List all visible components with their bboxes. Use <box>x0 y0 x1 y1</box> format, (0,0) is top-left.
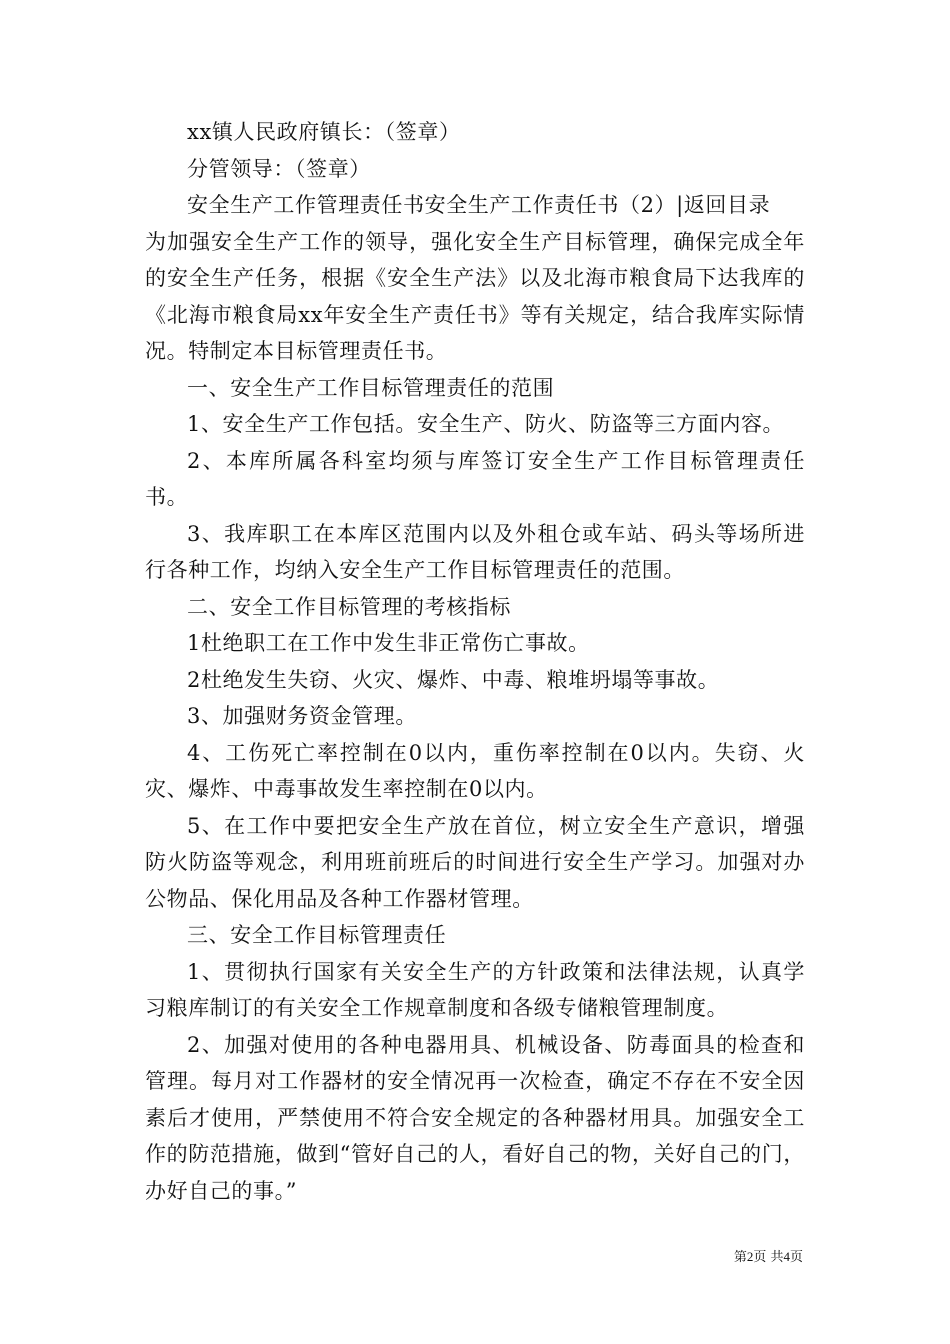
paragraph-responsibility-1: 1、贯彻执行国家有关安全生产的方针政策和法律法规，认真学习粮库制订的有关安全工作规章制度和各级专储粮管理制度。 <box>145 959 805 1020</box>
paragraph-indicator-2: 2杜绝发生失窃、火灾、爆炸、中毒、粮堆坍塌等事故。 <box>187 667 720 692</box>
footer-suffix: 页 <box>789 1250 803 1265</box>
heading-responsibilities: 三、安全工作目标管理责任 <box>187 923 447 947</box>
footer-current-page: 2 <box>746 1249 754 1264</box>
page-number-footer <box>734 1248 803 1267</box>
paragraph-scope-2: 2、本库所属各科室均须与库签订安全生产工作目标管理责任书。 <box>145 448 805 509</box>
footer-middle: 页 共 <box>753 1250 784 1265</box>
paragraph-indicator-3: 3、加强财务资金管理。 <box>187 704 417 728</box>
paragraph-indicator-5: 5、在工作中要把安全生产放在首位，树立安全生产意识，增强防火防盗等观念，利用班前班后的时间进行安全生产学习。加强对办公物品、保化用品及各种工作器材管理。 <box>145 813 805 911</box>
document-body <box>145 114 805 1209</box>
footer-prefix: 第 <box>733 1250 747 1265</box>
paragraph-section-title: 安全生产工作管理责任书安全生产工作责任书（2）|返回目录 <box>187 193 771 217</box>
paragraph-indicator-4: 4、工伤死亡率控制在0以内，重伤率控制在0以内。失窃、火灾、爆炸、中毒事故发生率控制在0以内。 <box>145 740 805 801</box>
paragraph-intro: 为加强安全生产工作的领导，强化安全生产目标管理，确保完成全年的安全生产任务，根据《安全生产法》以及北海市粮食局下达我库的《北海市粮食局xx年安全生产责任书》等有关规定，结合我库实际情况。特制定本目标管理责任书。 <box>145 229 805 363</box>
paragraph-scope-1: 1、安全生产工作包括。安全生产、防火、防盗等三方面内容。 <box>187 412 785 436</box>
paragraph-indicator-1: 1杜绝职工在工作中发生非正常伤亡事故。 <box>187 631 590 655</box>
paragraph-mayor-signature: xx镇人民政府镇长：（签章） <box>187 120 461 144</box>
paragraph-scope-3: 3、我库职工在本库区范围内以及外租仓或车站、码头等场所进行各种工作，均纳入安全生产工作目标管理责任的范围。 <box>145 521 805 582</box>
paragraph-leader-signature: 分管领导：（签章） <box>187 156 371 181</box>
heading-scope: 一、安全生产工作目标管理责任的范围 <box>187 375 555 400</box>
footer-total-pages: 4 <box>783 1249 790 1264</box>
paragraph-responsibility-2: 2、加强对使用的各种电器用具、机械设备、防毒面具的检查和管理。每月对工作器材的安全情况再一次检查，确定不存在不安全因素后才使用，严禁使用不符合安全规定的各种器材用具。加强安全工作的防范措施，做到“管好自己的人，看好自己的物，关好自己的门，办好自己的事。” <box>145 1032 805 1203</box>
heading-indicators: 二、安全工作目标管理的考核指标 <box>187 594 511 619</box>
